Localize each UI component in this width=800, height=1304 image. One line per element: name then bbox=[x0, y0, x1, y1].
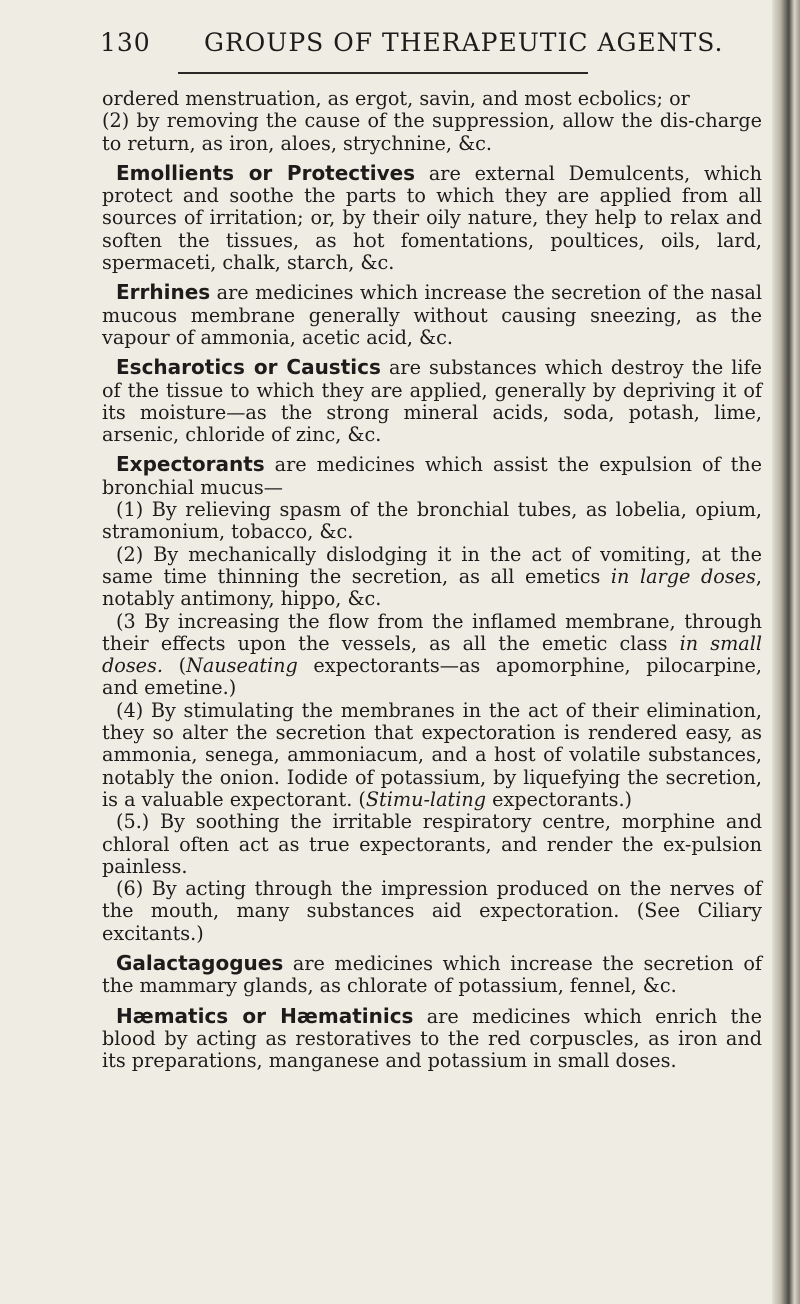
definition-emollients: are external Demulcents, which protect and soothe the parts to which they are applied from all sources of irritation; or, by their oily nature, they help to relax and soften the tissues, as hot fomentations, poultices, oils, lard, spermaceti, chalk, starch, &c. bbox=[102, 161, 762, 275]
entry-haematics bbox=[102, 1005, 762, 1073]
definition-galactagogues: are medicines which increase the secretion of the mammary glands, as chlorate of potassium, fennel, &c. bbox=[102, 951, 762, 998]
page-header bbox=[100, 28, 760, 60]
entry-escharotics bbox=[102, 356, 762, 446]
term-expectorants: Expectorants bbox=[116, 452, 265, 477]
running-head: GROUPS OF THERAPEUTIC AGENTS. bbox=[204, 28, 724, 57]
page-edge-shadow bbox=[772, 0, 800, 1304]
expectorants-item-2: (2) By mechanically dislodging it in the act of vomiting, at the same time thinning the secretion, as all emetics in large doses, notably antimony, hippo, &c. bbox=[102, 542, 762, 611]
expectorants-item-4: (4) By stimulating the membranes in the act of their elimination, they so alter the secretion that expectoration is rendered easy, as ammonia, senega, ammoniacum, and a host of volatile substances, notably the onion. Iodide of potassium, by liquefying the secretion, is a valuable expectorant. (Stimu-lating expectorants.) bbox=[102, 698, 762, 811]
term-errhines: Errhines bbox=[116, 280, 211, 305]
entry-emollients bbox=[102, 162, 762, 274]
definition-expectorants: are medicines which assist the expulsion of the bronchial mucus— bbox=[102, 453, 762, 499]
intro-line: ordered menstruation, as ergot, savin, and most ecbolics; or bbox=[102, 87, 690, 110]
expectorants-item-1: (1) By relieving spasm of the bronchial tubes, as lobelia, opium, stramonium, tobacco, &c. bbox=[102, 498, 762, 544]
definition-errhines: are medicines which increase the secretion of the nasal mucous membrane generally without causing sneezing, as the vapour of ammonia, acetic acid, &c. bbox=[102, 281, 762, 349]
entry-expectorants bbox=[102, 453, 762, 499]
entry-galactagogues bbox=[102, 952, 762, 998]
intro-paragraph: (2) by removing the cause of the suppression, allow the dis-charge to return, as iron, aloes, strychnine, &c. bbox=[102, 109, 762, 155]
expectorants-item-3: (3 By increasing the flow from the inflamed membrane, through their effects upon the vessels, as all the emetic class in small doses. (Nauseating expectorants—as apomorphine, pilocarpine, and emetine.) bbox=[102, 609, 762, 700]
entry-errhines bbox=[102, 281, 762, 349]
term-galactagogues: Galactagogues bbox=[116, 950, 284, 975]
header-rule bbox=[178, 72, 588, 74]
definition-escharotics: are substances which destroy the life of the tissue to which they are applied, generally by depriving it of its moisture—as the strong mineral acids, soda, potash, lime, arsenic, chloride of zinc, &c. bbox=[102, 356, 762, 447]
body-text bbox=[102, 88, 762, 1072]
term-haematics: Hæmatics or Hæmatinics bbox=[116, 1003, 414, 1028]
term-emollients: Emollients or Protectives bbox=[116, 160, 416, 185]
expectorants-item-5: (5.) By soothing the irritable respiratory centre, morphine and chloral often act as true expectorants, and render the ex-pulsion painless. bbox=[102, 810, 762, 878]
expectorants-item-6: (6) By acting through the impression produced on the nerves of the mouth, many substances aid expectoration. (See Ciliary excitants.) bbox=[102, 877, 762, 945]
term-escharotics: Escharotics or Caustics bbox=[116, 355, 381, 380]
page-number: 130 bbox=[100, 28, 151, 57]
definition-haematics: are medicines which enrich the blood by acting as restoratives to the red corpuscles, as iron and its preparations, manganese and potassium in small doses. bbox=[102, 1004, 762, 1073]
